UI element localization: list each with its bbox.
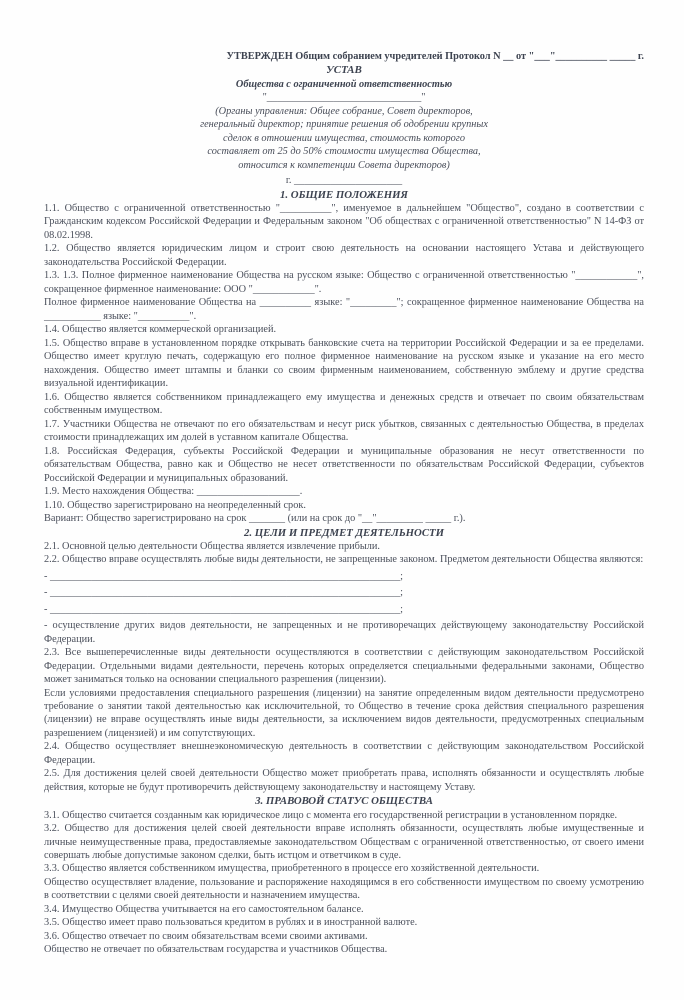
- activity-blank-line: - ____________________________________________________________________;: [44, 603, 403, 615]
- section-legal-status: [44, 794, 644, 956]
- clause-1-3-continued: Полное фирменное наименование Общества на __________ языке: "_________"; сокращенное фирменное наименование Общества на ___________ языке: "__________".: [44, 297, 644, 322]
- management-note: [44, 105, 644, 172]
- clause-3-5: 3.5. Общество имеет право пользоваться кредитом в рублях и в иностранной валюте.: [44, 917, 418, 929]
- activity-other-item: - осуществление других видов деятельности, не запрещенных и не противоречащих действующему законодательству Российской Федерации.: [44, 620, 644, 645]
- clause-2-5: 2.5. Для достижения целей своей деятельности Общество может приобретать права, исполнять обязанности и осуществлять любые действия, которые не будут противоречить действующему законодательству и настоящему Уставу.: [44, 768, 644, 793]
- clause-3-6: 3.6. Общество отвечает по своим обязательствам всеми своими активами.: [44, 930, 368, 942]
- clause-1-3: 1.3. 1.3. Полное фирменное наименование Общества на русском языке: Общество с ограниченной ответственностью "____________", сокращенное фирменное наименование: ООО "____________".: [44, 270, 644, 295]
- city-line: г. _____________________: [285, 175, 403, 187]
- section-general-provisions: [44, 188, 644, 526]
- activity-blank-line: - ____________________________________________________________________;: [44, 570, 403, 582]
- clause-2-1: 2.1. Основной целью деятельности Общества является извлечение прибыли.: [44, 540, 380, 552]
- management-note-line: относится к компетенции Совета директоров): [238, 159, 450, 171]
- company-name-blank: "______________________________": [262, 92, 426, 104]
- clause-1-9: 1.9. Место нахождения Общества: ____________________.: [44, 486, 303, 498]
- section-heading-2: 2. ЦЕЛИ И ПРЕДМЕТ ДЕЯТЕЛЬНОСТИ: [243, 526, 445, 539]
- clause-1-4: 1.4. Общество является коммерческой организацией.: [44, 324, 277, 336]
- clause-1-5: 1.5. Общество вправе в установленном порядке открывать банковские счета на территории Российской Федерации и за ее пределами. Общество имеет круглую печать, содержащую его полное фирменное наименование на русском языке и указание на его место нахождения. Общество имеет штампы и бланки со своим фирменным наименованием, собственную эмблему и другие средства визуальной идентификации.: [44, 337, 644, 390]
- clause-3-2: 3.2. Общество для достижения целей своей деятельности вправе исполнять обязанности, осуществлять любые имущественные и личные неимущественные права, предоставляемые законодательством Обществам с ограниченной ответственностью, от своего имени совершать любые допустимые законом сделки, быть истцом и ответчиком в суде.: [44, 823, 644, 861]
- clause-2-4: 2.4. Общество осуществляет внешнеэкономическую деятельность в соответствии с действующим законодательством Российской Федерации.: [44, 741, 644, 766]
- charter-title: УСТАВ: [326, 64, 362, 77]
- approval-line: УТВЕРЖДЕН Общим собранием учредителей Протокол N __ от "___"__________ _____ г.: [226, 51, 644, 62]
- clause-2-3: 2.3. Все вышеперечисленные виды деятельности осуществляются в соответствии с действующим законодательством Российской Федерации. Отдельными видами деятельности, перечень которых определяется специальными федеральными законами, Общество может заниматься только на основании специального разрешения (лицензии).: [44, 647, 644, 686]
- section-goals-and-activities: [44, 526, 644, 795]
- clause-1-6: 1.6. Общество является собственником принадлежащего ему имущества и денежных средств и отвечает по своим обязательствам собственным имуществом.: [44, 391, 644, 417]
- clause-1-8: 1.8. Российская Федерация, субъекты Российской Федерации и муниципальные образования не несут ответственности по обязательствам Общества, равно как и Общество не несет ответственности по обязательствам Российской Федерации, субъектов Российской Федерации и муниципальных образований.: [44, 445, 644, 484]
- management-note-line: генеральный директор; принятие решения об одобрении крупных: [200, 119, 488, 131]
- clause-3-4: 3.4. Имущество Общества учитывается на его самостоятельном балансе.: [44, 903, 364, 915]
- section-heading-1: 1. ОБЩИЕ ПОЛОЖЕНИЯ: [280, 188, 408, 201]
- clause-1-10: 1.10. Общество зарегистрировано на неопределенный срок.: [44, 499, 306, 511]
- clause-1-10-variant: Вариант: Общество зарегистрировано на срок _______ (или на срок до "__"_________ _____ г.).: [44, 513, 466, 525]
- management-note-line: составляет от 25 до 50% стоимости имущества Общества,: [207, 146, 481, 158]
- clause-3-6-continued: Общество не отвечает по обязательствам государства и участников Общества.: [44, 944, 388, 956]
- section-heading-3: 3. ПРАВОВОЙ СТАТУС ОБЩЕСТВА: [255, 795, 433, 808]
- activity-blank-line: - ____________________________________________________________________;: [44, 587, 403, 599]
- clause-2-2: 2.2. Общество вправе осуществлять любые виды деятельности, не запрещенные законом. Предметом деятельности Общества являются:: [44, 554, 644, 566]
- clause-3-3: 3.3. Общество является собственником имущества, приобретенного в процессе его хозяйственной деятельности.: [44, 863, 540, 875]
- management-note-line: сделок в отношении имущества, стоимость которого: [223, 132, 465, 144]
- clause-1-1: 1.1. Общество с ограниченной ответственностью "__________", именуемое в дальнейшем "Общество", создано в соответствии с Гражданским кодексом Российской Федерации и Федеральным законом "Об обществах с ограниченной ответственностью" N 14-ФЗ от 08.02.1998.: [44, 202, 644, 241]
- charter-subtitle: Общества с ограниченной ответственностью: [235, 78, 453, 90]
- clause-3-1: 3.1. Общество считается созданным как юридическое лицо с момента его государственной регистрации в установленном порядке.: [44, 809, 618, 821]
- clause-2-3-continued: Если условиями предоставления специального разрешения (лицензии) на занятие определенным видом деятельности предусмотрено требование о занятии такой деятельностью как исключительной, то Общество в течение срока действия специального разрешения (лицензии) не вправе осуществлять иные виды деятельности, за исключением видов деятельности, предусмотренных специальным разрешением (лицензией) и им сопутствующих.: [44, 687, 644, 739]
- clause-3-3-continued: Общество осуществляет владение, пользование и распоряжение находящимся в его собственности имуществом по своему усмотрению в соответствии с целями своей деятельности и назначением имущества.: [44, 876, 644, 902]
- clause-1-2: 1.2. Общество является юридическим лицом и строит свою деятельность на основании настоящего Устава и действующего законодательства Российской Федерации.: [44, 243, 644, 268]
- clause-1-7: 1.7. Участники Общества не отвечают по его обязательствам и несут риск убытков, связанных с деятельностью Общества, в пределах стоимости принадлежащих им долей в уставном капитале Общества.: [44, 418, 644, 444]
- management-note-line: (Органы управления: Общее собрание, Совет директоров,: [215, 105, 473, 117]
